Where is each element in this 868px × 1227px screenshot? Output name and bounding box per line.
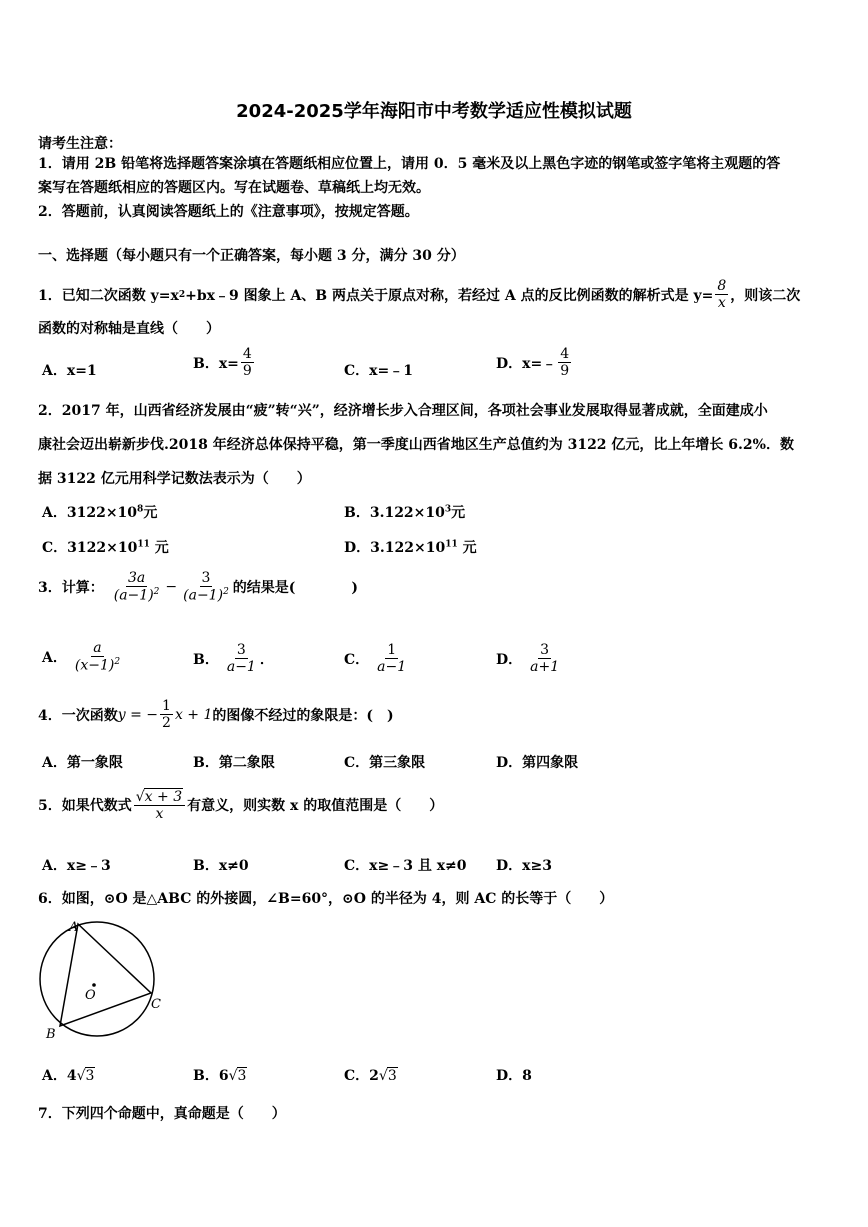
q1-prefix: 1．已知二次函数 y=x [38, 287, 179, 304]
q3-a-exp: 2 [114, 657, 121, 668]
q2-c-unit: 元 [149, 540, 169, 556]
q5-fraction [134, 788, 185, 822]
q4-option-a: A．第一象限 [42, 755, 123, 771]
q1-b-num: 4 [242, 346, 252, 362]
q6-option-b [193, 1065, 247, 1085]
q4-option-d: D．第四象限 [496, 755, 579, 771]
q1-b-den: 9 [242, 363, 252, 380]
question-6: 6．如图，⊙O 是△ABC 的外接圆，∠B=60°，⊙O 的半径为 4，则 AC 的长等于（ ） [38, 891, 614, 907]
sqrt-icon: √ [76, 1068, 86, 1084]
q6-a-rad: 3 [85, 1068, 95, 1084]
q1-frac-num: 8 [717, 278, 727, 294]
q1-d-fraction [558, 346, 571, 379]
q3-fraction-1 [112, 570, 162, 604]
q3-d-fraction [528, 642, 561, 675]
q3-f2-den [181, 587, 231, 604]
q5-suffix: 有意义，则实数 x 的取值范围是（ ） [187, 798, 444, 815]
q3-f1-den-text: (a−1) [113, 587, 154, 604]
q1-b-fraction [241, 346, 254, 379]
question-1 [38, 278, 800, 311]
q6-b-rad: 3 [237, 1068, 247, 1084]
q2-option-d [344, 537, 477, 557]
q2-a-text: A．3122×10 [42, 505, 138, 521]
q3-f2-den-text: (a−1) [183, 587, 224, 604]
q2-line-2: 康社会迈出崭新步伐.2018 年经济总体保持平稳，第一季度山西省地区生产总值约为 3122 亿元，比上年增长 6.2%．数 [38, 437, 794, 453]
q3-fraction-2 [181, 570, 231, 604]
q6-b-text: B．6 [193, 1068, 229, 1084]
question-3 [38, 570, 358, 604]
q3-d-num: 3 [540, 642, 550, 658]
q3-b-fraction [225, 642, 258, 675]
q3-c-fraction [375, 642, 408, 675]
question-4 [38, 698, 394, 731]
q3-option-b [193, 642, 274, 675]
q2-a-unit: 元 [143, 505, 158, 521]
q4-eq-right: x + 1 [174, 706, 213, 723]
q3-suffix: 的结果是( ) [232, 579, 359, 596]
q3-minus: − [165, 578, 178, 595]
q3-c-num: 1 [387, 642, 397, 658]
q1-line-2: 函数的对称轴是直线（ ） [38, 321, 220, 337]
q5-option-d: D．x≥3 [496, 858, 552, 874]
label-a: A [69, 920, 79, 935]
q3-f1-den [112, 587, 162, 604]
q3-f2-num: 3 [201, 570, 211, 586]
q5-option-b: B．x≠0 [193, 858, 249, 874]
q4-option-c: C．第三象限 [344, 755, 426, 771]
sqrt-icon: √ [378, 1068, 388, 1084]
q1-option-c: C．x=﹣1 [344, 363, 413, 379]
q3-b-den: a−1 [226, 659, 256, 676]
q2-option-a [42, 502, 157, 522]
q4-fraction [160, 698, 173, 731]
q3-b-num: 3 [236, 642, 246, 658]
q1-option-b [193, 346, 256, 379]
q2-b-unit: 元 [451, 505, 466, 521]
q2-a-exp: 8 [137, 504, 144, 515]
sqrt-symbol-icon: √ [135, 789, 145, 805]
q2-d-exp: 11 [445, 539, 458, 550]
q6-a-text: A．4 [42, 1068, 77, 1084]
q4-den: 2 [162, 715, 171, 732]
q6-option-c [344, 1065, 398, 1085]
q2-c-text: C．3122×10 [42, 540, 138, 556]
q3-f1-num: 3a [127, 570, 146, 586]
label-o: O [85, 988, 96, 1003]
q1-b-prefix: B．x= [193, 355, 239, 372]
q3-a-den-text: (x−1) [74, 657, 115, 674]
q3-c-den: a−1 [377, 659, 407, 676]
q2-option-c [42, 537, 169, 557]
label-c: C [151, 997, 161, 1012]
q3-option-d [496, 642, 563, 675]
q3-a-label: A． [42, 649, 67, 666]
q5-num [134, 788, 185, 806]
q3-d-label: D． [496, 651, 523, 668]
notice-line-1: 1．请用 2B 铅笔将选择题答案涂填在答题纸相应位置上，请用 0．5 毫米及以上黑色字迹的钢笔或签字笔将主观题的答 [38, 156, 781, 172]
sqrt-icon: √ [228, 1068, 238, 1084]
q4-prefix: 4．一次函数 [38, 707, 118, 724]
q1-d-den: 9 [560, 363, 570, 380]
q5-radicand: x + 3 [144, 789, 183, 805]
center-point [92, 983, 96, 987]
notice-heading: 请考生注意： [38, 136, 122, 152]
q3-prefix: 3．计算： [38, 579, 104, 596]
q5-den: x [155, 806, 164, 823]
q1-d-prefix: D．x=﹣ [496, 355, 557, 372]
q1-fraction [715, 278, 728, 311]
q3-a-den [73, 657, 122, 674]
q3-c-label: C． [344, 651, 370, 668]
q2-line-3: 据 3122 亿元用科学记数法表示为（ ） [38, 471, 311, 487]
q6-option-a [42, 1065, 95, 1085]
q3-f2-exp: 2 [223, 587, 229, 598]
question-5 [38, 788, 443, 822]
q6-c-text: C．2 [344, 1068, 379, 1084]
q6-option-d: D．8 [496, 1068, 532, 1084]
q1-frac-den: x [717, 295, 726, 312]
q6-c-rad: 3 [387, 1068, 397, 1084]
q3-f1-exp: 2 [153, 587, 160, 598]
page-title: 2024-2025学年海阳市中考数学适应性模拟试题 [236, 101, 632, 122]
q1-mid: +bx﹣9 图象上 A、B 两点关于原点对称，若经过 A 点的反比例函数的解析式是 y= [185, 287, 714, 304]
section-heading: 一、选择题（每小题只有一个正确答案，每小题 3 分，满分 30 分） [38, 248, 465, 264]
q4-suffix: 的图像不经过的象限是：( ) [212, 707, 394, 724]
question-7: 7．下列四个命题中，真命题是（ ） [38, 1106, 286, 1122]
q3-d-den: a+1 [530, 659, 560, 676]
q1-d-num: 4 [560, 346, 570, 362]
q2-b-text: B．3.122×10 [344, 505, 445, 521]
notice-line-2: 2．答题前，认真阅读答题纸上的《注意事项》，按规定答题。 [38, 204, 419, 220]
q3-b-label: B． [193, 651, 219, 668]
q4-option-b: B．第二象限 [193, 755, 275, 771]
notice-line-1b: 案写在答题纸相应的答题区内。写在试题卷、草稿纸上均无效。 [38, 180, 430, 196]
q1-sup: 2 [178, 289, 186, 300]
q3-option-a [42, 640, 124, 674]
q1-option-a: A．x=1 [42, 363, 97, 379]
q2-b-exp: 3 [444, 504, 452, 515]
q5-option-c: C．x≥﹣3 且 x≠0 [344, 858, 467, 874]
label-b: B [46, 1027, 56, 1042]
q4-num: 1 [162, 698, 171, 714]
q1-suffix: ，则该二次 [730, 287, 801, 304]
q4-eq-left: y = − [117, 706, 159, 723]
q3-b-tail: ． [259, 651, 274, 668]
circumcircle-figure [36, 918, 166, 1042]
q5-prefix: 5．如果代数式 [38, 798, 132, 815]
q1-option-d [496, 346, 573, 379]
q2-d-text: D．3.122×10 [344, 540, 446, 556]
q2-d-unit: 元 [457, 540, 477, 556]
q3-option-c [344, 642, 410, 675]
q2-c-exp: 11 [137, 539, 150, 550]
q3-a-fraction [73, 640, 122, 674]
q5-option-a: A．x≥﹣3 [42, 858, 111, 874]
q2-option-b [344, 502, 465, 522]
q3-a-num: a [93, 640, 102, 656]
q2-line-1: 2．2017 年，山西省经济发展由“疲”转“兴”，经济增长步入合理区间，各项社会事业发展取得显著成就，全面建成小 [38, 403, 768, 419]
